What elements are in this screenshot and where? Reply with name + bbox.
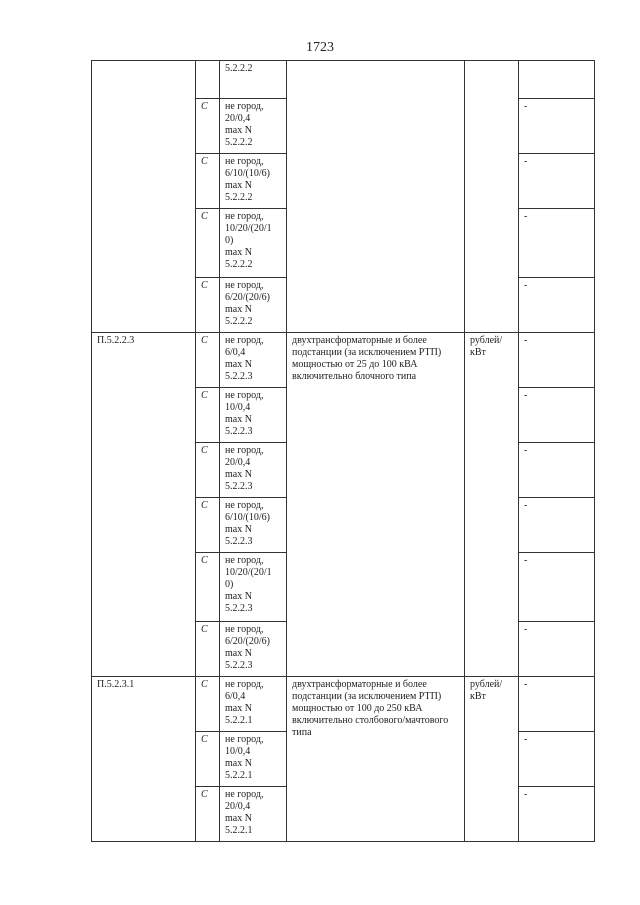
- condition-cell: не город, 6/20/(20/6) max N 5.2.2.3: [220, 622, 287, 677]
- letter-cell: C: [196, 154, 220, 209]
- value-cell: -: [519, 553, 595, 622]
- letter-cell: C: [196, 553, 220, 622]
- description-cell: [287, 61, 465, 333]
- value-cell: -: [519, 498, 595, 553]
- condition-cell: не город, 10/0,4 max N 5.2.2.3: [220, 388, 287, 443]
- value-cell: -: [519, 443, 595, 498]
- letter-cell: C: [196, 498, 220, 553]
- value-cell: -: [519, 99, 595, 154]
- table-row: [92, 677, 595, 732]
- value-cell: -: [519, 622, 595, 677]
- letter-cell: C: [196, 99, 220, 154]
- condition-cell: не город, 20/0,4 max N 5.2.2.2: [220, 99, 287, 154]
- letter-cell: C: [196, 732, 220, 787]
- letter-cell: C: [196, 622, 220, 677]
- value-cell: -: [519, 388, 595, 443]
- condition-cell: не город, 20/0,4 max N 5.2.2.3: [220, 443, 287, 498]
- code-cell: П.5.2.2.3: [92, 333, 196, 677]
- letter-cell: C: [196, 333, 220, 388]
- letter-cell: C: [196, 677, 220, 732]
- condition-cell: не город, 6/10/(10/6) max N 5.2.2.3: [220, 498, 287, 553]
- condition-cell: не город, 6/0,4 max N 5.2.2.3: [220, 333, 287, 388]
- code-cell: П.5.2.3.1: [92, 677, 196, 842]
- condition-cell: не город, 6/10/(10/6) max N 5.2.2.2: [220, 154, 287, 209]
- letter-cell: [196, 61, 220, 99]
- page-number: 1723: [306, 40, 334, 55]
- condition-cell: не город, 10/0,4 max N 5.2.2.1: [220, 732, 287, 787]
- letter-cell: C: [196, 443, 220, 498]
- value-cell: -: [519, 732, 595, 787]
- value-cell: -: [519, 209, 595, 278]
- value-cell: -: [519, 154, 595, 209]
- description-cell: двухтрансформаторные и более подстанции (за исключением РТП) мощностью от 25 до 100 кВА включительно блочного типа: [287, 333, 465, 677]
- letter-cell: C: [196, 278, 220, 333]
- condition-cell: не город, 10/20/(20/1 0) max N 5.2.2.3: [220, 553, 287, 622]
- condition-cell: не город, 6/0,4 max N 5.2.2.1: [220, 677, 287, 732]
- tariff-table-body: [92, 61, 595, 842]
- table-row: [92, 333, 595, 388]
- tariff-table: [91, 60, 595, 842]
- value-cell: -: [519, 278, 595, 333]
- condition-cell: 5.2.2.2: [220, 61, 287, 99]
- condition-cell: не город, 20/0,4 max N 5.2.2.1: [220, 787, 287, 842]
- unit-cell: рублей/ кВт: [465, 677, 519, 842]
- value-cell: -: [519, 677, 595, 732]
- condition-cell: не город, 10/20/(20/1 0) max N 5.2.2.2: [220, 209, 287, 278]
- letter-cell: C: [196, 787, 220, 842]
- value-cell: [519, 61, 595, 99]
- letter-cell: C: [196, 209, 220, 278]
- table-row: [92, 61, 595, 99]
- letter-cell: C: [196, 388, 220, 443]
- description-cell: двухтрансформаторные и более подстанции (за исключением РТП) мощностью от 100 до 250 кВА включительно столбового/мачтового типа: [287, 677, 465, 842]
- value-cell: -: [519, 333, 595, 388]
- unit-cell: [465, 61, 519, 333]
- condition-cell: не город, 6/20/(20/6) max N 5.2.2.2: [220, 278, 287, 333]
- code-cell: [92, 61, 196, 333]
- unit-cell: рублей/ кВт: [465, 333, 519, 677]
- value-cell: -: [519, 787, 595, 842]
